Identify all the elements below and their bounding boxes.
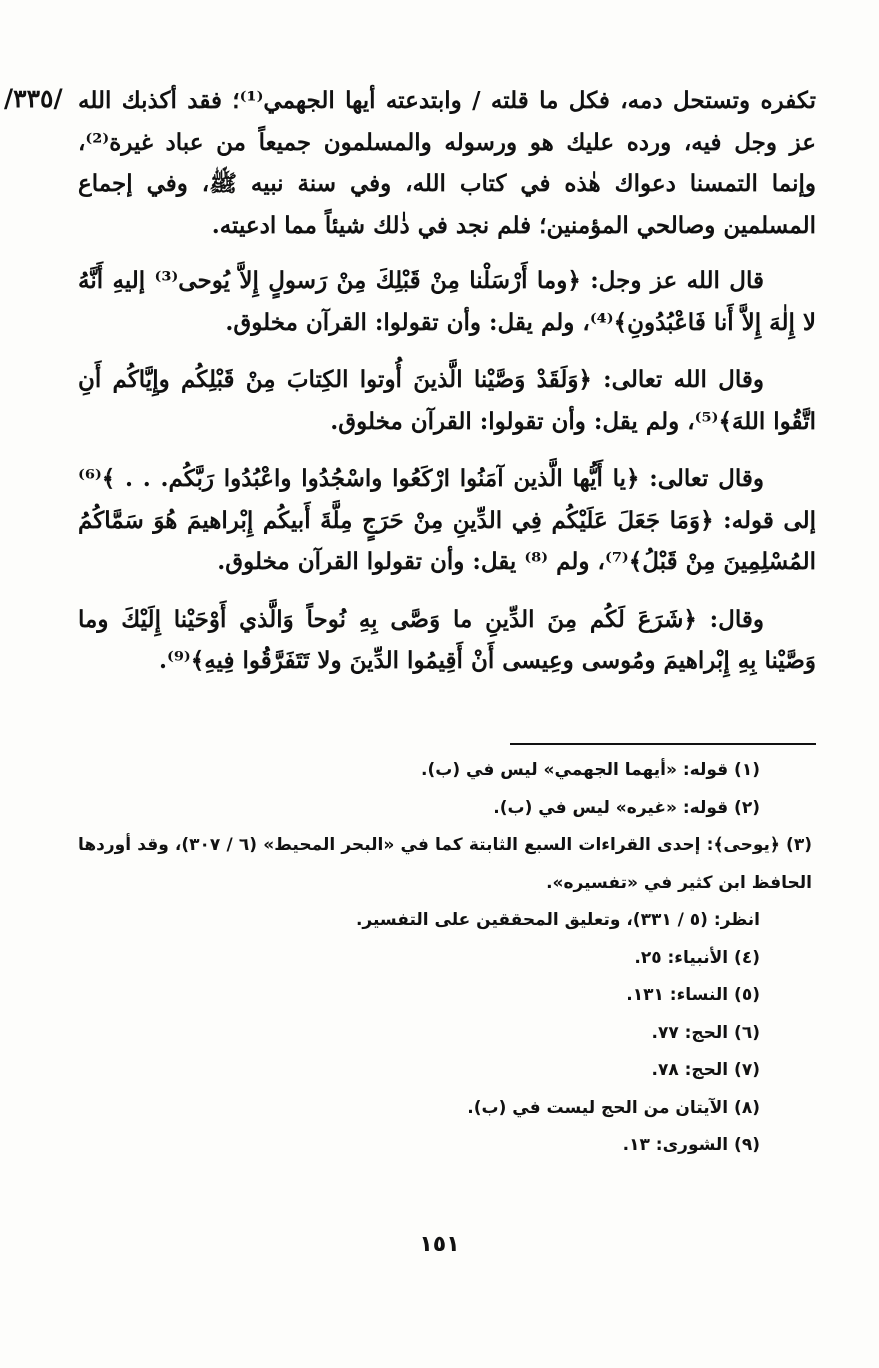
footnotes [78,752,812,1165]
margin-page-reference: /٣٣٥/ [4,84,63,113]
footnote-separator [510,743,816,745]
footnote-9: (٩) الشورى: ١٣. [622,1135,760,1155]
page-number: ١٥١ [419,1232,460,1257]
footnote-8: (٨) الآيتان من الحج ليست في (ب). [467,1097,760,1118]
main-text [78,80,816,698]
paragraph-1: تكفره وتستحل دمه، فكل ما قلته / وابتدعته أيها الجهمي⁽¹⁾؛ فقد أكذبك الله عز وجل فيه، ورده عليك هو ورسوله والمسلمون جميعاً من عباد غيرة⁽²⁾، وإنما التمسنا دعواك هٰذه في كتاب الله، وفي سنة نبيه ﷺ، وفي إجماع المسلمين وصالحي المؤمنين؛ فلم نجد في ذٰلك شيئاً مما ادعيته. [78,87,816,239]
footnote-3-continued: انظر: (٥ / ٣٣١)، وتعليق المحققين على التفسير. [355,910,760,930]
footnote-3: (٣) ﴿يوحى﴾: إحدى القراءات السبع الثابتة كما في «البحر المحيط» (٦ / ٣٠٧)، وقد أوردها الحافظ ابن كثير في «تفسيره». [78,835,812,893]
paragraph-2: قال الله عز وجل: ﴿وما أَرْسَلْنا مِنْ قَبْلِكَ مِنْ رَسولٍ إِلاَّ يُوحى⁽³⁾ إليهِ أَنَّهُ لا إِلٰهَ إِلاَّ أَنا فَاعْبُدُونِ﴾⁽⁴⁾، ولم يقل: وأن تقولوا: القرآن مخلوق. [78,267,816,336]
paragraph-5: وقال: ﴿شَرَعَ لَكُم مِنَ الدِّينِ ما وَصَّى بِهِ نُوحاً وَالَّذي أَوْحَيْنا إِلَيْكَ وما وَصَّيْنا بِهِ إِبْراهيمَ ومُوسى وعِيسى أَنْ أَقِيمُوا الدِّينَ ولا تَتَفَرَّقُوا فِيهِ﴾⁽⁹⁾. [78,605,816,674]
footnote-1: (١) قوله: «أيهما الجهمي» ليس في (ب). [421,760,760,780]
footnote-5: (٥) النساء: ١٣١. [626,985,760,1005]
footnote-4: (٤) الأنبياء: ٢٥. [634,947,760,968]
paragraph-4: وقال تعالى: ﴿يا أَيُّها الَّذين آمَنُوا ارْكَعُوا واسْجُدُوا واعْبُدُوا رَبَّكُم. . . ﴾⁽⁶⁾ إلى قوله: ﴿وَمَا جَعَلَ عَلَيْكُم فِي الدِّينِ مِنْ حَرَجٍ مِلَّةَ أَبيكُم إِبْراهيمَ هُوَ سَمَّاكُمُ المُسْلِمِينَ مِنْ قَبْلُ﴾⁽⁷⁾، ولم ⁽⁸⁾ يقل: وأن تقولوا القرآن مخلوق. [78,465,816,575]
footnote-7: (٧) الحج: ٧٨. [651,1060,760,1080]
footnote-2: (٢) قوله: «غيره» ليس في (ب). [493,797,760,818]
paragraph-3: وقال الله تعالى: ﴿وَلَقَدْ وَصَّيْنا الَّذينَ أُوتوا الكِتابَ مِنْ قَبْلِكُم وإِيَّاكُم أَنِ اتَّقُوا اللهَ﴾⁽⁵⁾، ولم يقل: وأن تقولوا: القرآن مخلوق. [78,366,816,435]
footnote-6: (٦) الحج: ٧٧. [651,1022,760,1043]
